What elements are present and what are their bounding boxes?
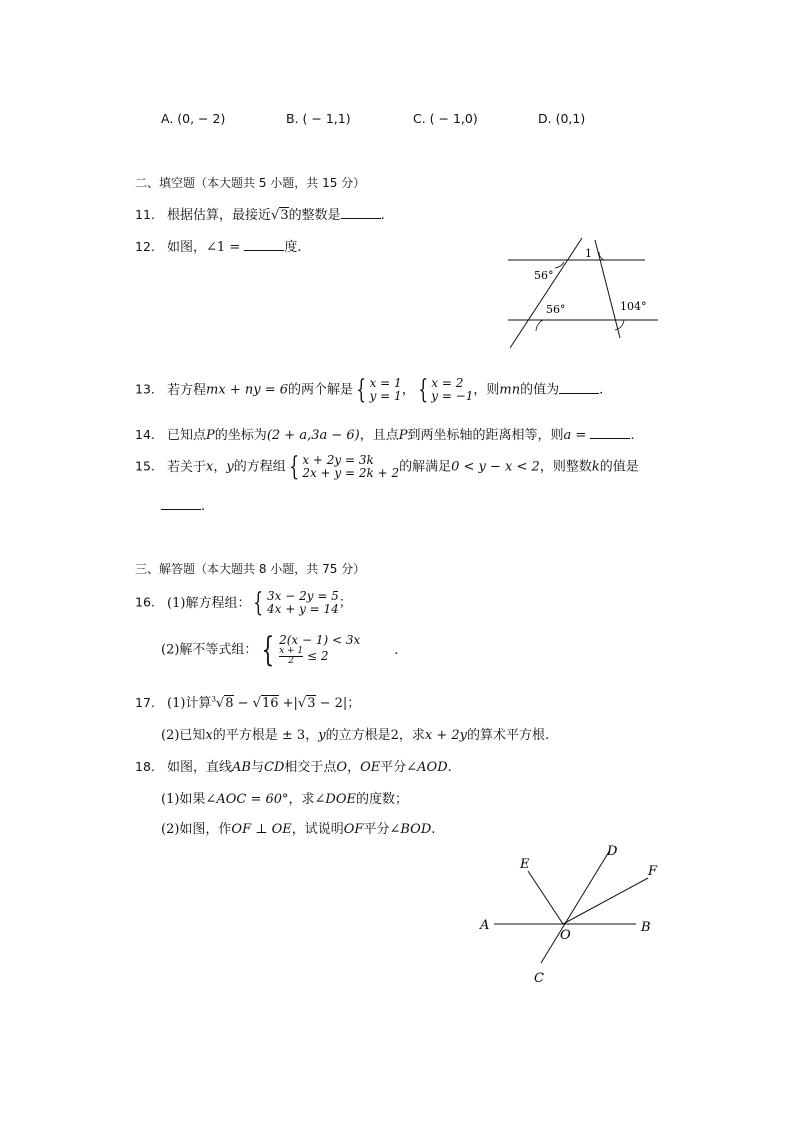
- question-text: 根据估算，最接近: [167, 208, 272, 223]
- question-number: 11.: [135, 207, 155, 222]
- numerator: x + 1: [279, 646, 304, 656]
- question-15: [135, 454, 639, 480]
- question-number: 12.: [135, 239, 155, 254]
- question-text: (1)计算: [167, 696, 212, 711]
- question-14: [135, 424, 635, 443]
- option-c: C. ( − 1,0): [413, 111, 478, 126]
- question-13: [135, 377, 603, 403]
- question-text: 的平方根是 ± 3，: [212, 728, 319, 743]
- line-ab: AB: [232, 760, 251, 775]
- option-b: B. ( − 1,1): [286, 111, 351, 126]
- label-b: B: [641, 920, 651, 935]
- answer-blank: [559, 381, 599, 394]
- variable-x: x: [206, 459, 214, 475]
- system-row: 2x + y = 2k + 2: [302, 466, 400, 480]
- option-d: D. (0,1): [538, 111, 586, 126]
- answer-blank: [590, 426, 630, 439]
- period: .: [599, 382, 604, 398]
- question-text: 的两个解是: [288, 382, 354, 398]
- question-text: 平分: [363, 822, 390, 837]
- question-text: 的立方根是: [325, 728, 391, 743]
- variable-a: a =: [563, 428, 591, 443]
- parallel-lines-figure: [500, 232, 665, 354]
- semicolon: ；: [338, 595, 352, 611]
- question-text: (2)已知: [161, 728, 206, 743]
- radicand: 16: [261, 696, 279, 711]
- separator: ，: [401, 382, 415, 398]
- angle-aod: ∠AOD: [406, 760, 448, 775]
- inequality-system: [279, 634, 360, 666]
- label-o: O: [560, 928, 571, 943]
- question-18: [135, 756, 452, 775]
- question-text: 的算术平方根.: [466, 728, 550, 743]
- angle-label-56-bottom: 56°: [546, 303, 566, 316]
- separator: ，: [213, 459, 227, 475]
- period: .: [447, 760, 452, 775]
- question-text: ，试说明: [291, 822, 344, 837]
- question-number: 17.: [135, 695, 155, 710]
- angle-arc: [536, 320, 543, 331]
- label-c: C: [534, 971, 544, 986]
- system-row: y = −1: [431, 389, 474, 403]
- section-2-heading: 二、填空题（本大题共 5 小题，共 15 分）: [135, 176, 366, 190]
- question-text: 的整数是: [288, 208, 341, 223]
- question-text: 的度数；: [356, 792, 409, 807]
- period: .: [630, 428, 635, 443]
- question-text: 若关于: [167, 459, 207, 475]
- variable-y: y: [318, 728, 326, 743]
- question-text: (1)如果: [161, 792, 206, 807]
- system-row: 2(x − 1) < 3x: [279, 633, 361, 647]
- question-16-part-1: [135, 590, 352, 616]
- label-d: D: [607, 844, 618, 859]
- operator: −: [233, 696, 253, 711]
- question-text: 平分: [380, 760, 407, 775]
- ray-of: OF: [343, 822, 364, 837]
- angle-label-56-top: 56°: [534, 269, 554, 282]
- operator: +|: [278, 696, 298, 711]
- question-text: 的值是: [599, 459, 639, 475]
- variable-y: y: [226, 459, 234, 475]
- question-17-part-1: [135, 692, 360, 711]
- perpendicular-condition: OF ⊥ OE: [231, 822, 292, 837]
- label-f: F: [648, 864, 658, 879]
- equation-system: [267, 590, 339, 616]
- variable-mn: mn: [499, 382, 521, 398]
- question-text: 的值为: [520, 382, 560, 398]
- expression-rest: − 2|；: [315, 696, 361, 711]
- question-text: ，且点: [359, 428, 399, 443]
- system-row: x + 2y = 3k: [302, 453, 374, 467]
- solution-system-2: [431, 377, 473, 403]
- cube-root: √8: [215, 696, 234, 711]
- answer-blank: [161, 497, 201, 510]
- variable-p: P: [398, 428, 408, 443]
- system-row: 4x + y = 14: [267, 602, 339, 616]
- question-number: 14.: [135, 427, 155, 442]
- question-18-part-2: [161, 818, 435, 837]
- square-root: √3: [297, 696, 316, 711]
- equation-system: [302, 454, 399, 480]
- section-3-heading: 三、解答题（本大题共 8 小题，共 75 分）: [135, 562, 366, 576]
- angle-label-104: 104°: [620, 300, 647, 313]
- question-text: 度.: [284, 240, 302, 255]
- question-text: ，则整数: [539, 459, 592, 475]
- inequality-rest: ≤ 2: [306, 649, 329, 663]
- question-text: 相交于点: [284, 760, 337, 775]
- label-e: E: [520, 857, 530, 872]
- fraction: [279, 647, 303, 666]
- left-transversal: [510, 238, 582, 348]
- system-row: x = 1: [369, 376, 402, 390]
- question-number: 13.: [135, 381, 155, 397]
- question-text: ，求: [398, 728, 425, 743]
- radicand: 8: [225, 696, 234, 711]
- left-brace: {: [253, 588, 264, 618]
- question-18-part-1: [161, 788, 408, 807]
- period: .: [431, 822, 436, 837]
- angle-doe: ∠DOE: [314, 792, 356, 807]
- left-brace: {: [356, 375, 367, 405]
- system-row: y = 1: [369, 389, 402, 403]
- ray-of: [563, 878, 648, 924]
- answer-blank: [341, 206, 381, 219]
- square-root: √16: [252, 696, 279, 711]
- right-transversal: [595, 240, 620, 338]
- question-text: 如图，直线: [167, 760, 233, 775]
- period: .: [394, 642, 399, 658]
- question-17-part-2: [161, 724, 549, 743]
- variable-p: P: [206, 428, 215, 443]
- question-text: 与: [251, 760, 265, 775]
- question-11: [135, 204, 385, 223]
- radicand: 3: [280, 208, 289, 223]
- question-text: (2)解不等式组：: [161, 642, 258, 658]
- option-a: A. (0, − 2): [161, 111, 226, 126]
- label-a: A: [480, 918, 490, 933]
- question-text: 若方程: [167, 382, 207, 398]
- intersecting-lines-figure: [470, 840, 670, 990]
- question-text: 如图，∠1 =: [167, 240, 245, 255]
- question-text: (2)如图，作: [161, 822, 232, 837]
- line-cd: CD: [264, 760, 285, 775]
- sqrt-expression: √3: [271, 208, 289, 223]
- question-text: 到两坐标轴的距离相等，则: [407, 428, 564, 443]
- period: .: [201, 499, 206, 514]
- variable-x: x: [205, 728, 213, 743]
- number: 2: [390, 728, 399, 743]
- radicand: 3: [307, 696, 316, 711]
- period: .: [380, 208, 385, 223]
- question-12: [135, 236, 302, 255]
- system-row: x = 2: [431, 376, 464, 390]
- question-16-part-2: [161, 630, 399, 670]
- angle-label-1: 1: [585, 247, 592, 260]
- left-brace: {: [418, 375, 428, 405]
- question-text: 的方程组: [233, 459, 286, 475]
- ray-oe: [528, 871, 563, 924]
- angle-bod: ∠BOD: [389, 822, 432, 837]
- left-brace: {: [261, 630, 275, 670]
- question-number: 16.: [135, 594, 155, 610]
- left-brace: {: [289, 452, 300, 482]
- solution-system-1: [370, 377, 402, 403]
- given-angle: ∠AOC = 60°: [205, 792, 289, 807]
- root-index: 3: [211, 695, 216, 704]
- separator: ，: [347, 760, 361, 775]
- question-15-answer: [161, 497, 205, 514]
- question-number: 18.: [135, 759, 155, 774]
- answer-blank: [244, 238, 284, 251]
- question-text: 已知点: [167, 428, 207, 443]
- question-text: 的解满足: [399, 459, 452, 475]
- system-row: 3x − 2y = 5: [267, 589, 339, 603]
- variable-k: k: [591, 459, 600, 475]
- ray-oe: OE: [360, 760, 381, 775]
- equation: mx + ny = 6: [206, 382, 289, 398]
- question-text: 的坐标为: [214, 428, 267, 443]
- question-text: ，求: [288, 792, 315, 807]
- condition: 0 < y − x < 2: [451, 459, 540, 475]
- expression: x + 2y: [424, 728, 467, 743]
- question-text: ，则: [473, 382, 500, 398]
- question-text: (1)解方程组：: [167, 595, 251, 611]
- coordinate: (2 + a,3a − 6): [266, 428, 360, 443]
- denominator: 2: [279, 656, 303, 666]
- system-row: [279, 647, 360, 666]
- question-number: 15.: [135, 458, 155, 474]
- point-o: O: [336, 760, 348, 775]
